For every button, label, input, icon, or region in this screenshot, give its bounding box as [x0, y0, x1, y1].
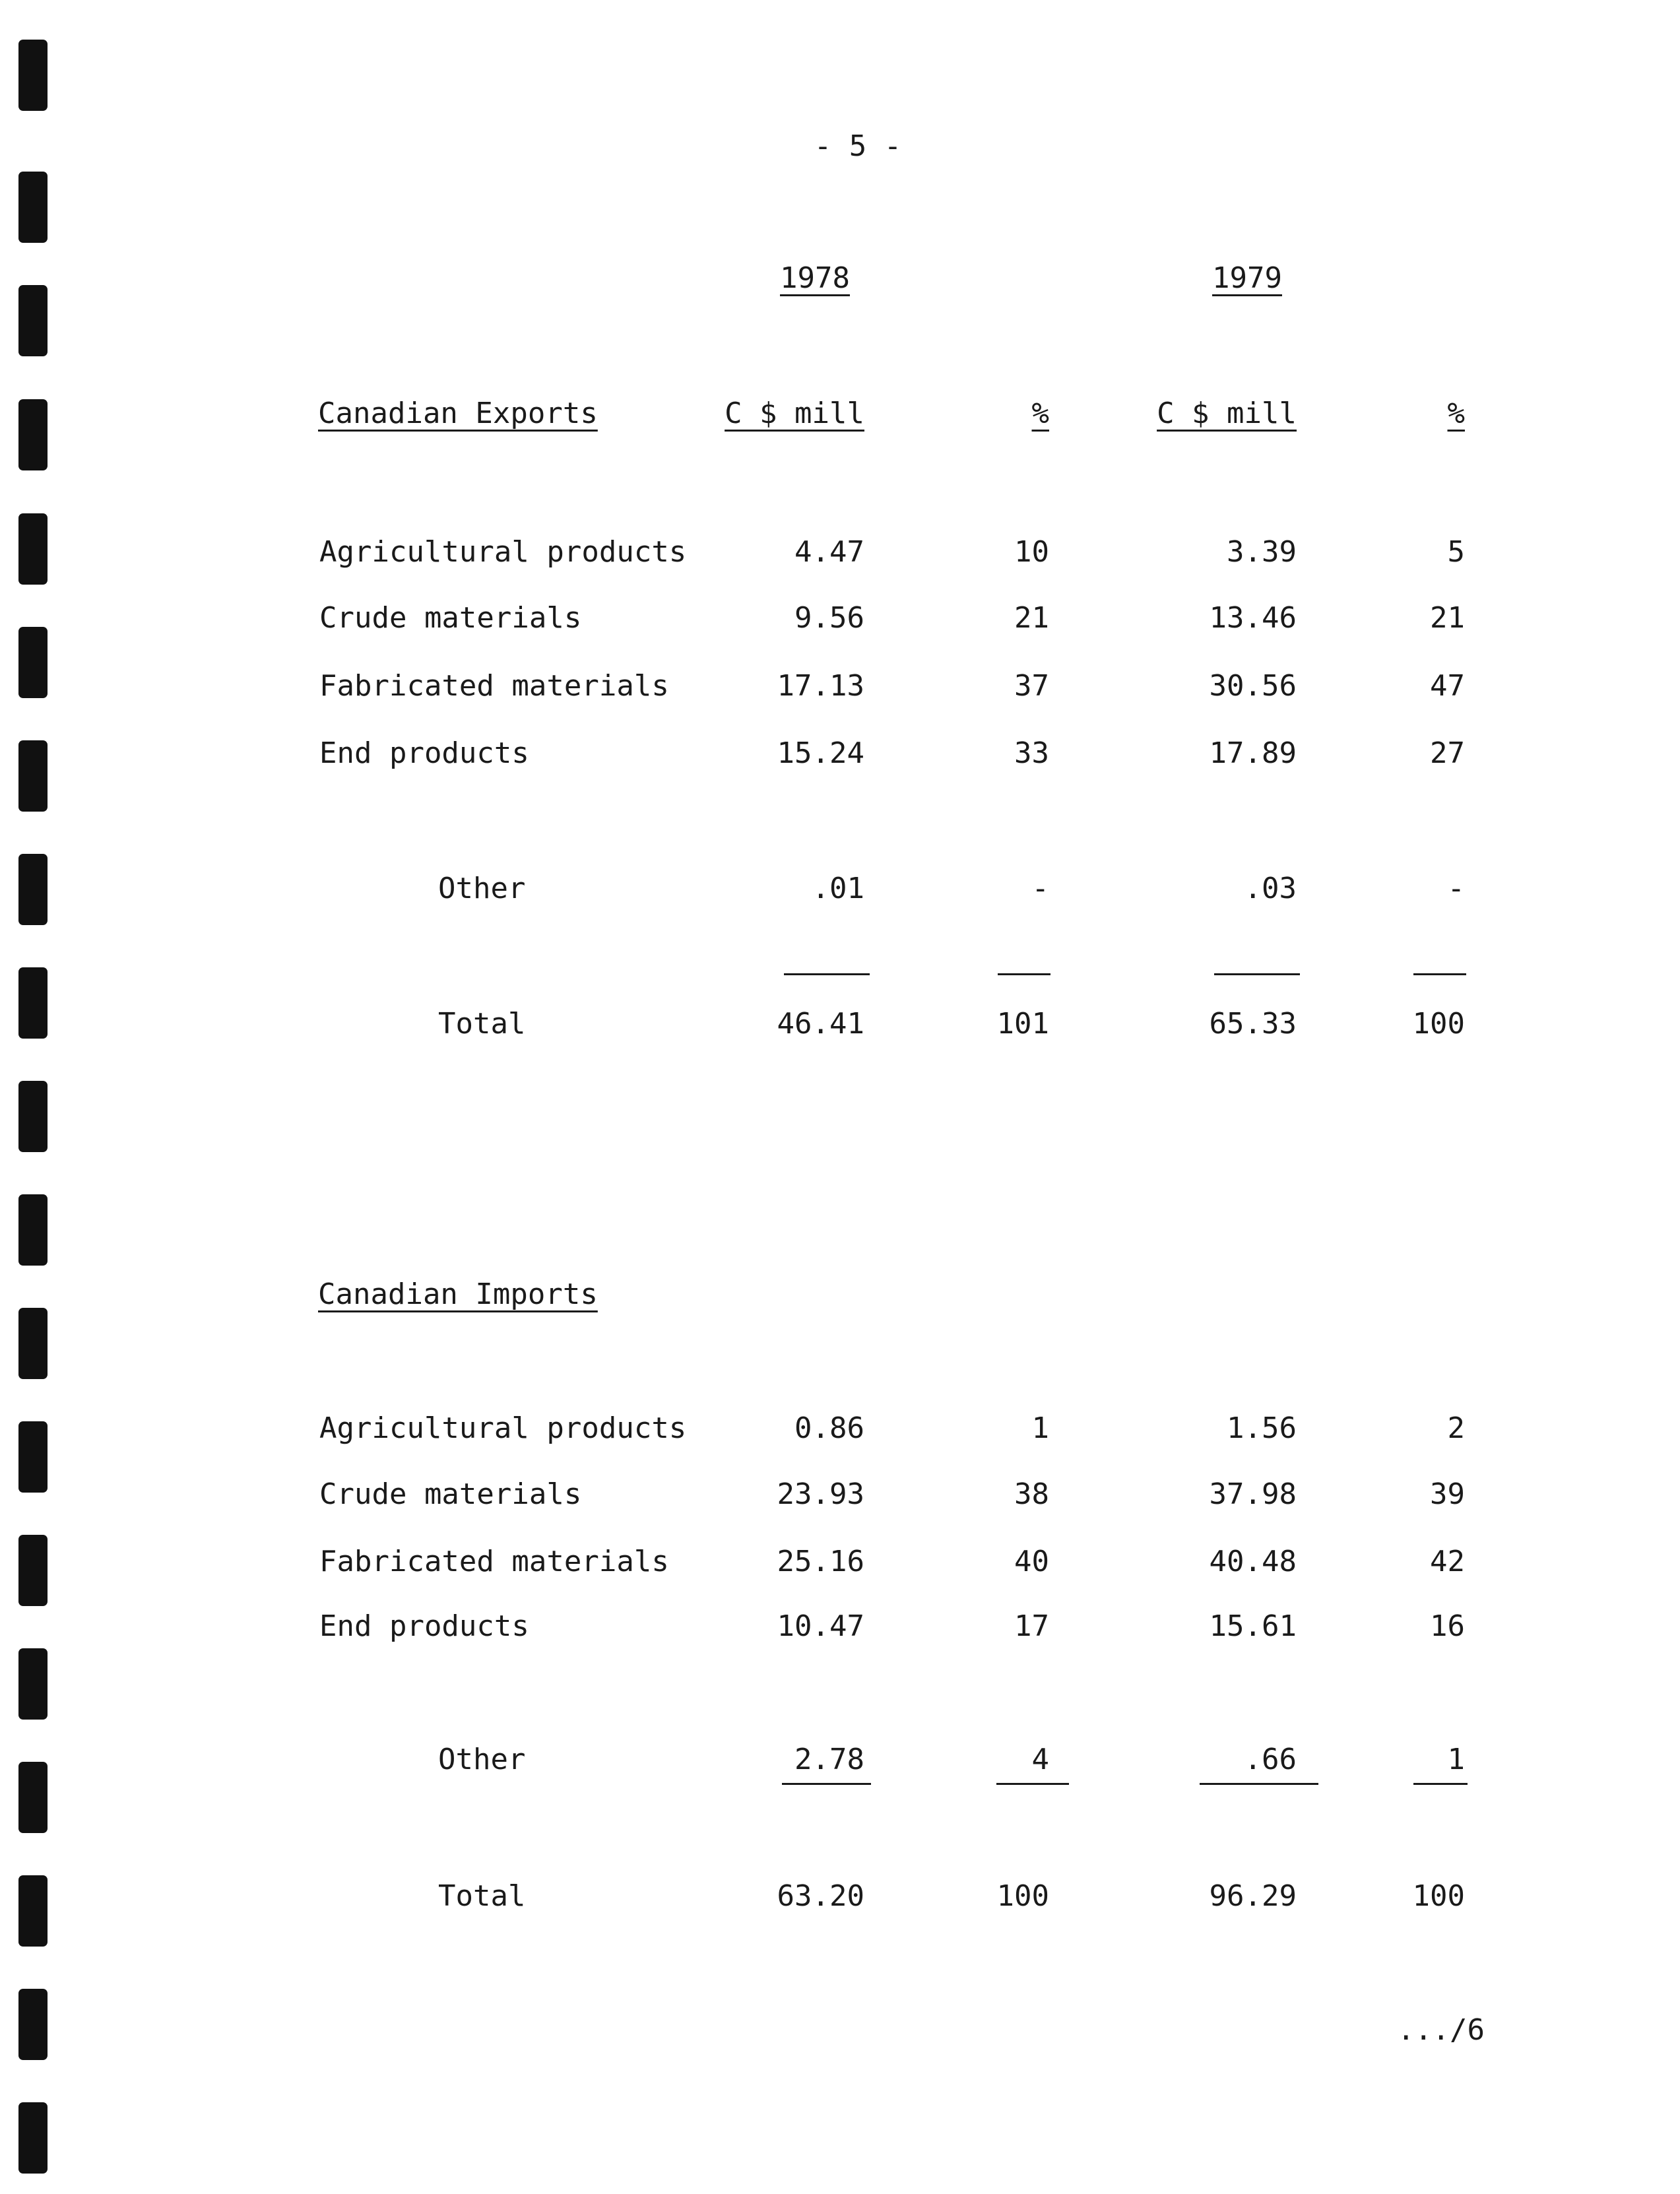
- cell-pct-1978: -: [1031, 872, 1049, 905]
- row-label: Agricultural products: [319, 1411, 687, 1445]
- total-rule: [1214, 973, 1300, 975]
- other-underline: [782, 1783, 871, 1785]
- binding-hole: [18, 627, 48, 698]
- exports-heading: Canadian Exports: [318, 397, 598, 430]
- col-header-value-1978: C $ mill: [725, 397, 864, 430]
- cell-value-1979: 40.48: [1209, 1545, 1297, 1578]
- binding-hole: [18, 1875, 48, 1947]
- total-value-1979: 96.29: [1209, 1879, 1297, 1913]
- row-label: End products: [319, 736, 529, 770]
- cell-value-1978: 23.93: [777, 1477, 864, 1511]
- binding-hole: [18, 1081, 48, 1152]
- row-label: Crude materials: [319, 601, 582, 635]
- binding-hole: [18, 740, 48, 812]
- total-pct-1978: 101: [996, 1007, 1049, 1041]
- cell-value-1979: 17.89: [1209, 736, 1297, 770]
- cell-pct-1979: -: [1447, 872, 1465, 905]
- total-value-1979: 65.33: [1209, 1007, 1297, 1041]
- cell-pct-1978: 4: [1031, 1743, 1049, 1776]
- total-value-1978: 46.41: [777, 1007, 864, 1041]
- binding-hole: [18, 2102, 48, 2174]
- binding-hole: [18, 1421, 48, 1493]
- total-rule: [784, 973, 870, 975]
- total-label: Total: [438, 1879, 526, 1913]
- binding-hole: [18, 967, 48, 1039]
- continuation-marker: .../6: [1397, 2013, 1485, 2047]
- cell-pct-1979: 16: [1430, 1609, 1465, 1643]
- cell-pct-1979: 42: [1430, 1545, 1465, 1578]
- cell-value-1978: 10.47: [777, 1609, 864, 1643]
- cell-value-1978: .01: [812, 872, 864, 905]
- page-number: - 5 -: [814, 129, 902, 163]
- binding-hole: [18, 1535, 48, 1606]
- cell-value-1979: .03: [1244, 872, 1297, 905]
- cell-value-1978: 15.24: [777, 736, 864, 770]
- binding-hole: [18, 172, 48, 243]
- cell-value-1979: 3.39: [1227, 535, 1297, 569]
- cell-value-1978: 0.86: [794, 1411, 864, 1445]
- total-pct-1979: 100: [1412, 1007, 1465, 1041]
- cell-value-1978: 9.56: [794, 601, 864, 635]
- year-header-1979: 1979: [1212, 261, 1282, 295]
- other-underline: [996, 1783, 1069, 1785]
- binding-hole: [18, 1762, 48, 1833]
- cell-value-1979: .66: [1244, 1743, 1297, 1776]
- year-header-1978: 1978: [780, 261, 850, 295]
- cell-pct-1979: 2: [1447, 1411, 1465, 1445]
- cell-pct-1978: 17: [1014, 1609, 1049, 1643]
- cell-value-1979: 30.56: [1209, 669, 1297, 703]
- row-label: Fabricated materials: [319, 669, 669, 703]
- row-label: Fabricated materials: [319, 1545, 669, 1578]
- col-header-value-1979: C $ mill: [1157, 397, 1297, 430]
- binding-hole: [18, 1989, 48, 2060]
- row-label: Crude materials: [319, 1477, 582, 1511]
- cell-pct-1979: 1: [1447, 1743, 1465, 1776]
- total-pct-1979: 100: [1412, 1879, 1465, 1913]
- binding-hole: [18, 513, 48, 585]
- imports-heading: Canadian Imports: [318, 1277, 598, 1311]
- other-underline: [1413, 1783, 1468, 1785]
- cell-pct-1978: 1: [1031, 1411, 1049, 1445]
- cell-value-1979: 15.61: [1209, 1609, 1297, 1643]
- binding-hole: [18, 285, 48, 356]
- cell-pct-1978: 33: [1014, 736, 1049, 770]
- cell-value-1978: 17.13: [777, 669, 864, 703]
- binding-holes: [18, 40, 50, 2178]
- other-label: Other: [438, 1743, 526, 1776]
- col-header-pct-1979: %: [1447, 397, 1465, 430]
- cell-value-1978: 4.47: [794, 535, 864, 569]
- cell-value-1979: 13.46: [1209, 601, 1297, 635]
- cell-value-1979: 1.56: [1227, 1411, 1297, 1445]
- binding-hole: [18, 1308, 48, 1379]
- total-rule: [1413, 973, 1466, 975]
- cell-pct-1979: 21: [1430, 601, 1465, 635]
- total-pct-1978: 100: [996, 1879, 1049, 1913]
- row-label: Agricultural products: [319, 535, 687, 569]
- binding-hole: [18, 399, 48, 470]
- total-rule: [998, 973, 1050, 975]
- cell-pct-1978: 38: [1014, 1477, 1049, 1511]
- cell-pct-1979: 47: [1430, 669, 1465, 703]
- cell-pct-1979: 5: [1447, 535, 1465, 569]
- binding-hole: [18, 1648, 48, 1720]
- cell-value-1978: 2.78: [794, 1743, 864, 1776]
- cell-value-1978: 25.16: [777, 1545, 864, 1578]
- cell-pct-1978: 10: [1014, 535, 1049, 569]
- col-header-pct-1978: %: [1031, 397, 1049, 430]
- cell-value-1979: 37.98: [1209, 1477, 1297, 1511]
- other-label: Other: [438, 872, 526, 905]
- cell-pct-1978: 37: [1014, 669, 1049, 703]
- binding-hole: [18, 40, 48, 111]
- other-underline: [1200, 1783, 1318, 1785]
- cell-pct-1978: 21: [1014, 601, 1049, 635]
- binding-hole: [18, 854, 48, 925]
- binding-hole: [18, 1194, 48, 1266]
- cell-pct-1978: 40: [1014, 1545, 1049, 1578]
- row-label: End products: [319, 1609, 529, 1643]
- cell-pct-1979: 27: [1430, 736, 1465, 770]
- total-label: Total: [438, 1007, 526, 1041]
- cell-pct-1979: 39: [1430, 1477, 1465, 1511]
- total-value-1978: 63.20: [777, 1879, 864, 1913]
